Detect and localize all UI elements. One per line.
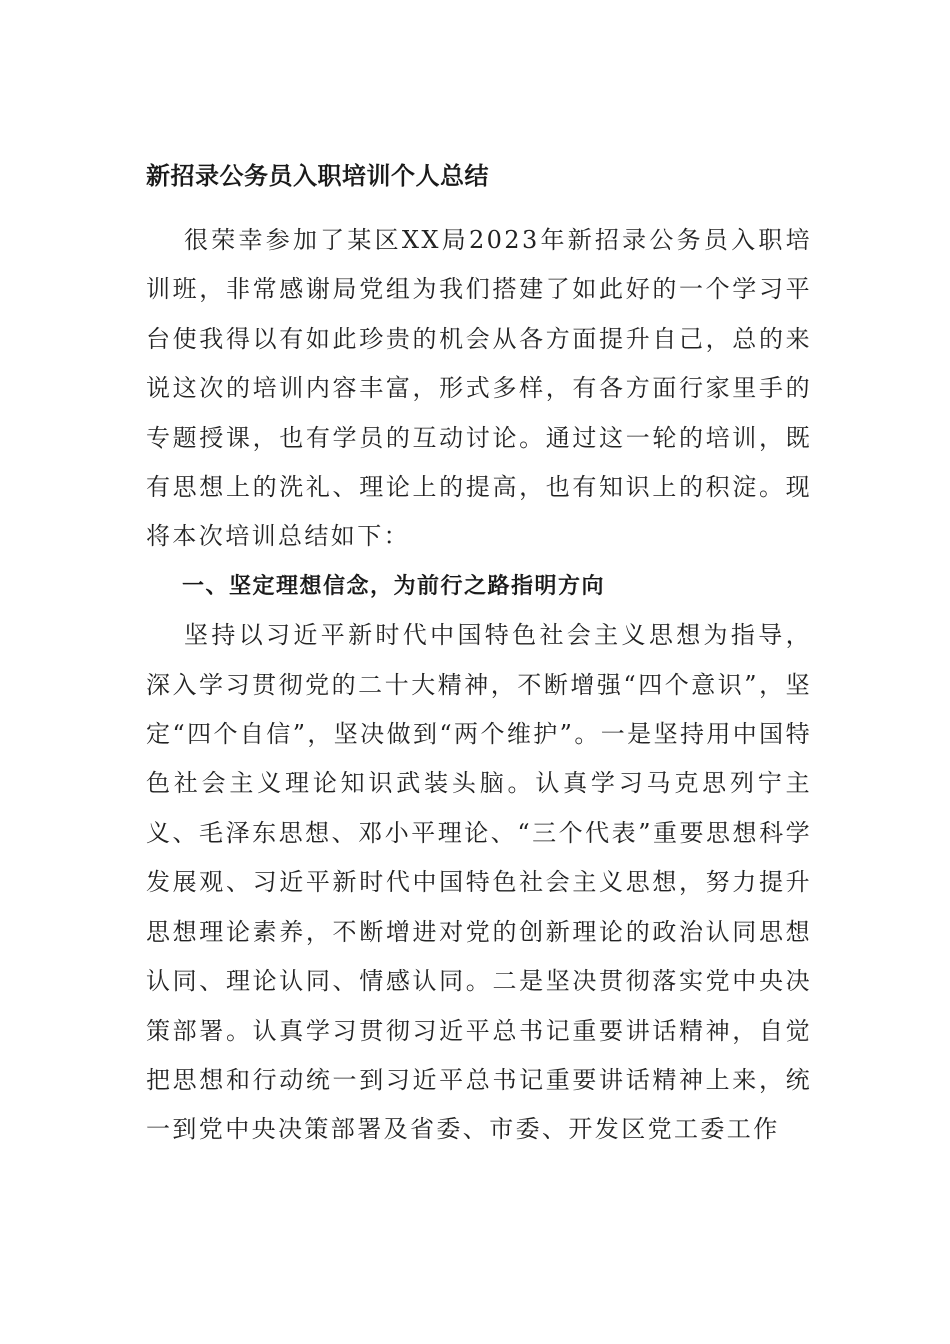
document-title: 新招录公务员入职培训个人总结 xyxy=(146,162,489,190)
intro-paragraph: 很荣幸参加了某区XX局2023年新招录公务员入职培训班，非常感谢局党组为我们搭建了如此好的一个学习平台使我得以有如此珍贵的机会从各方面提升自己，总的来说这次的培训内容丰富，形式多样，有各方面行家里手的专题授课，也有学员的互动讨论。通过这一轮的培训，既有思想上的洗礼、理论上的提高，也有知识上的积淀。现将本次培训总结如下： xyxy=(146,226,812,551)
document-body xyxy=(146,216,812,1155)
section-1-paragraph: 坚持以习近平新时代中国特色社会主义思想为指导，深入学习贯彻党的二十大精神，不断增强“四个意识”，坚定“四个自信”，坚决做到“两个维护”。一是坚持用中国特色社会主义理论知识武装头脑。认真学习马克思列宁主义、毛泽东思想、邓小平理论、“三个代表”重要思想科学发展观、习近平新时代中国特色社会主义思想，努力提升思想理论素养，不断增进对党的创新理论的政治认同思想认同、理论认同、情感认同。二是坚决贯彻落实党中央决策部署。认真学习贯彻习近平总书记重要讲话精神，自觉把思想和行动统一到习近平总书记重要讲话精神上来，统一到党中央决策部署及省委、市委、开发区党工委工作 xyxy=(146,621,812,1144)
section-heading-1: 一、坚定理想信念，为前行之路指明方向 xyxy=(182,573,606,599)
